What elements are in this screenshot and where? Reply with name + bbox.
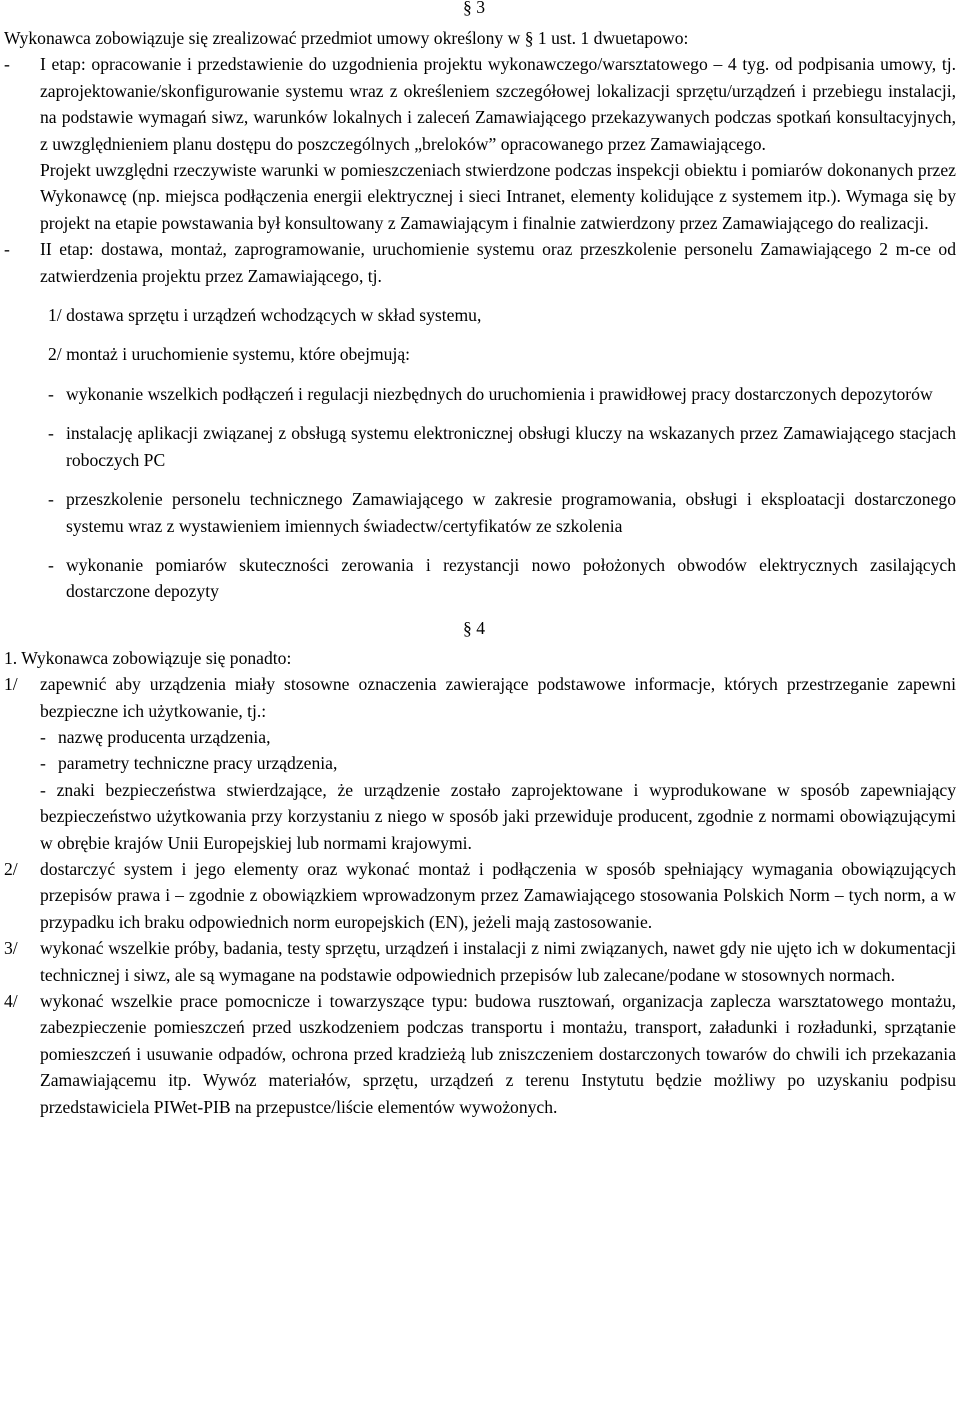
task-item bbox=[4, 552, 956, 605]
obligation-item-1 bbox=[4, 671, 956, 856]
obligation-number: 4/ bbox=[4, 991, 18, 1011]
obligation-text: wykonać wszelkie prace pomocnicze i towarzyszące typu: budowa rusztowań, organizacja zaplecza warsztatowego montażu, zabezpieczenie pomieszczeń przed uszkodzeniem podczas transportu i montażu, transport, załadunki i rozładunki, sprzątanie pomieszczeń i usuwanie odpadów, ochrona przed kradzieżą lub zniszczeniem dostarczonych towarów do chwili ich przekazania Zamawiającemu itp. Wywóz materiałów, sprzętu, urządzeń z terenu Instytutu będzie możliwy po uzyskaniu podpisu przedstawiciela PIWet-PIB na przepustce/liście elementów wywożonych. bbox=[40, 991, 956, 1117]
label-dash: - bbox=[40, 779, 46, 800]
section-3-intro: Wykonawca zobowiązuje się zrealizować przedmiot umowy określony w § 1 ust. 1 dwuetapowo: bbox=[4, 28, 689, 48]
section-3-heading: § 3 bbox=[463, 0, 485, 17]
label-requirement-text: parametry techniczne pracy urządzenia, bbox=[58, 753, 338, 774]
section-4-heading: § 4 bbox=[463, 617, 485, 638]
label-requirement-text-long bbox=[40, 777, 956, 856]
label-requirement bbox=[40, 750, 956, 776]
task-dash: - bbox=[48, 554, 54, 575]
task-text: wykonanie pomiarów skuteczności zerowania i rezystancji nowo położonych obwodów elektrycznych zasilających dostarczone depozyty bbox=[66, 554, 956, 602]
stage-1-text-2: Projekt uwzględni rzeczywiste warunki w pomieszczeniach stwierdzone podczas inspekcji obiektu i pomiarów dokonanych przez Wykonawcę (np. miejsca podłączenia energii elektrycznej i sieci Intranet, elementy kolidujące z systemem itp.). Wymaga się by projekt na etapie powstawania był konsultowany z Zamawiającym i finalnie zatwierdzony przez Zamawiającego do realizacji. bbox=[40, 160, 956, 233]
task-dash: - bbox=[48, 423, 54, 444]
obligation-item-2 bbox=[4, 856, 956, 935]
label-requirement-text: nazwę producenta urządzenia, bbox=[58, 726, 271, 747]
stage-2-dash: - bbox=[4, 239, 10, 260]
task-item bbox=[4, 420, 956, 473]
stage-2-text: II etap: dostawa, montaż, zaprogramowanie, uruchomienie systemu oraz przeszkolenie personelu Zamawiającego 2 m-ce od zatwierdzenia projektu przez Zamawiającego, tj. bbox=[40, 239, 956, 286]
task-dash: - bbox=[48, 489, 54, 510]
obligation-number: 3/ bbox=[4, 938, 18, 959]
step-2: 2/ montaż i uruchomienie systemu, które obejmują: bbox=[48, 344, 411, 365]
obligation-text: dostarczyć system i jego elementy oraz wykonać montaż i podłączenia w sposób spełniający wymagania obowiązujących przepisów prawa i – zgodnie z obowiązkiem wprowadzonym przez Zamawiającego stosowania Polskich Norm – tych norm, a w przypadku ich braku odpowiednich norm europejskich (EN), jeżeli mają zastosowanie. bbox=[40, 858, 956, 932]
obligation-number: 1/ bbox=[4, 674, 18, 695]
obligation-number: 2/ bbox=[4, 858, 18, 879]
task-item bbox=[4, 486, 956, 539]
section-4-point-1: 1. Wykonawca zobowiązuje się ponadto: bbox=[4, 647, 292, 668]
label-requirement bbox=[40, 724, 956, 750]
task-item bbox=[4, 381, 956, 407]
label-dash: - bbox=[40, 726, 46, 747]
task-text: wykonanie wszelkich podłączeń i regulacji niezbędnych do uruchomienia i prawidłowej pracy dostarczonych depozytorów bbox=[66, 383, 933, 404]
stage-1-dash: - bbox=[4, 54, 10, 75]
stage-1-text: I etap: opracowanie i przedstawienie do uzgodnienia projektu wykonawczego/warsztatowego – 4 tyg. od podpisania umowy, tj. zaprojektowanie/skonfigurowanie systemu wraz z określeniem szczegółowej lokalizacji sprzętu/urządzeń i przebiegu instalacji, na podstawie wymagań siwz, warunków lokalnych i zaleceń Zamawiającego przekazywanych podczas spotkań konsultacyjnych, z uwzględnieniem planu dostępu do poszczególnych „breloków” opracowanego przez Zamawiającego. bbox=[40, 54, 956, 154]
obligation-text: wykonać wszelkie próby, badania, testy sprzętu, urządzeń i instalacji z nimi związanych, nawet gdy nie ujęto ich w dokumentacji technicznej i siwz, ale są wymagane na podstawie odpowiednich przepisów lub zalecane/podane w stosownych normach. bbox=[40, 938, 956, 985]
task-dash: - bbox=[48, 383, 54, 404]
obligation-item-3 bbox=[4, 935, 956, 988]
step-1: 1/ dostawa sprzętu i urządzeń wchodzących w skład systemu, bbox=[48, 305, 482, 326]
stage-1 bbox=[4, 51, 956, 236]
obligation-item-4 bbox=[4, 988, 956, 1120]
task-text: przeszkolenie personelu technicznego Zamawiającego w zakresie programowania, obsługi i eksploatacji dostarczonego systemu wraz z wystawieniem imiennych świadectw/certyfikatów ze szkolenia bbox=[66, 489, 956, 536]
label-requirement-text: znaki bezpieczeństwa stwierdzające, że urządzenie zostało zaprojektowane i wyprodukowane w sposób zapewniający bezpieczeństwo użytkowania przy korzystaniu z niego w sposób jaki przewiduje producent, zgodnie z normami obowiązującymi w obrębie krajów Unii Europejskiej lub normami krajowymi. bbox=[40, 779, 956, 853]
label-dash: - bbox=[40, 753, 46, 774]
stage-2 bbox=[4, 236, 956, 289]
obligation-text: zapewnić aby urządzenia miały stosowne oznaczenia zawierające podstawowe informacje, których przestrzeganie zapewni bezpieczne ich użytkowanie, tj.: bbox=[40, 674, 956, 721]
task-text: instalację aplikacji związanej z obsługą systemu elektronicznej obsługi kluczy na wskazanych przez Zamawiającego stacjach roboczych PC bbox=[66, 423, 956, 470]
